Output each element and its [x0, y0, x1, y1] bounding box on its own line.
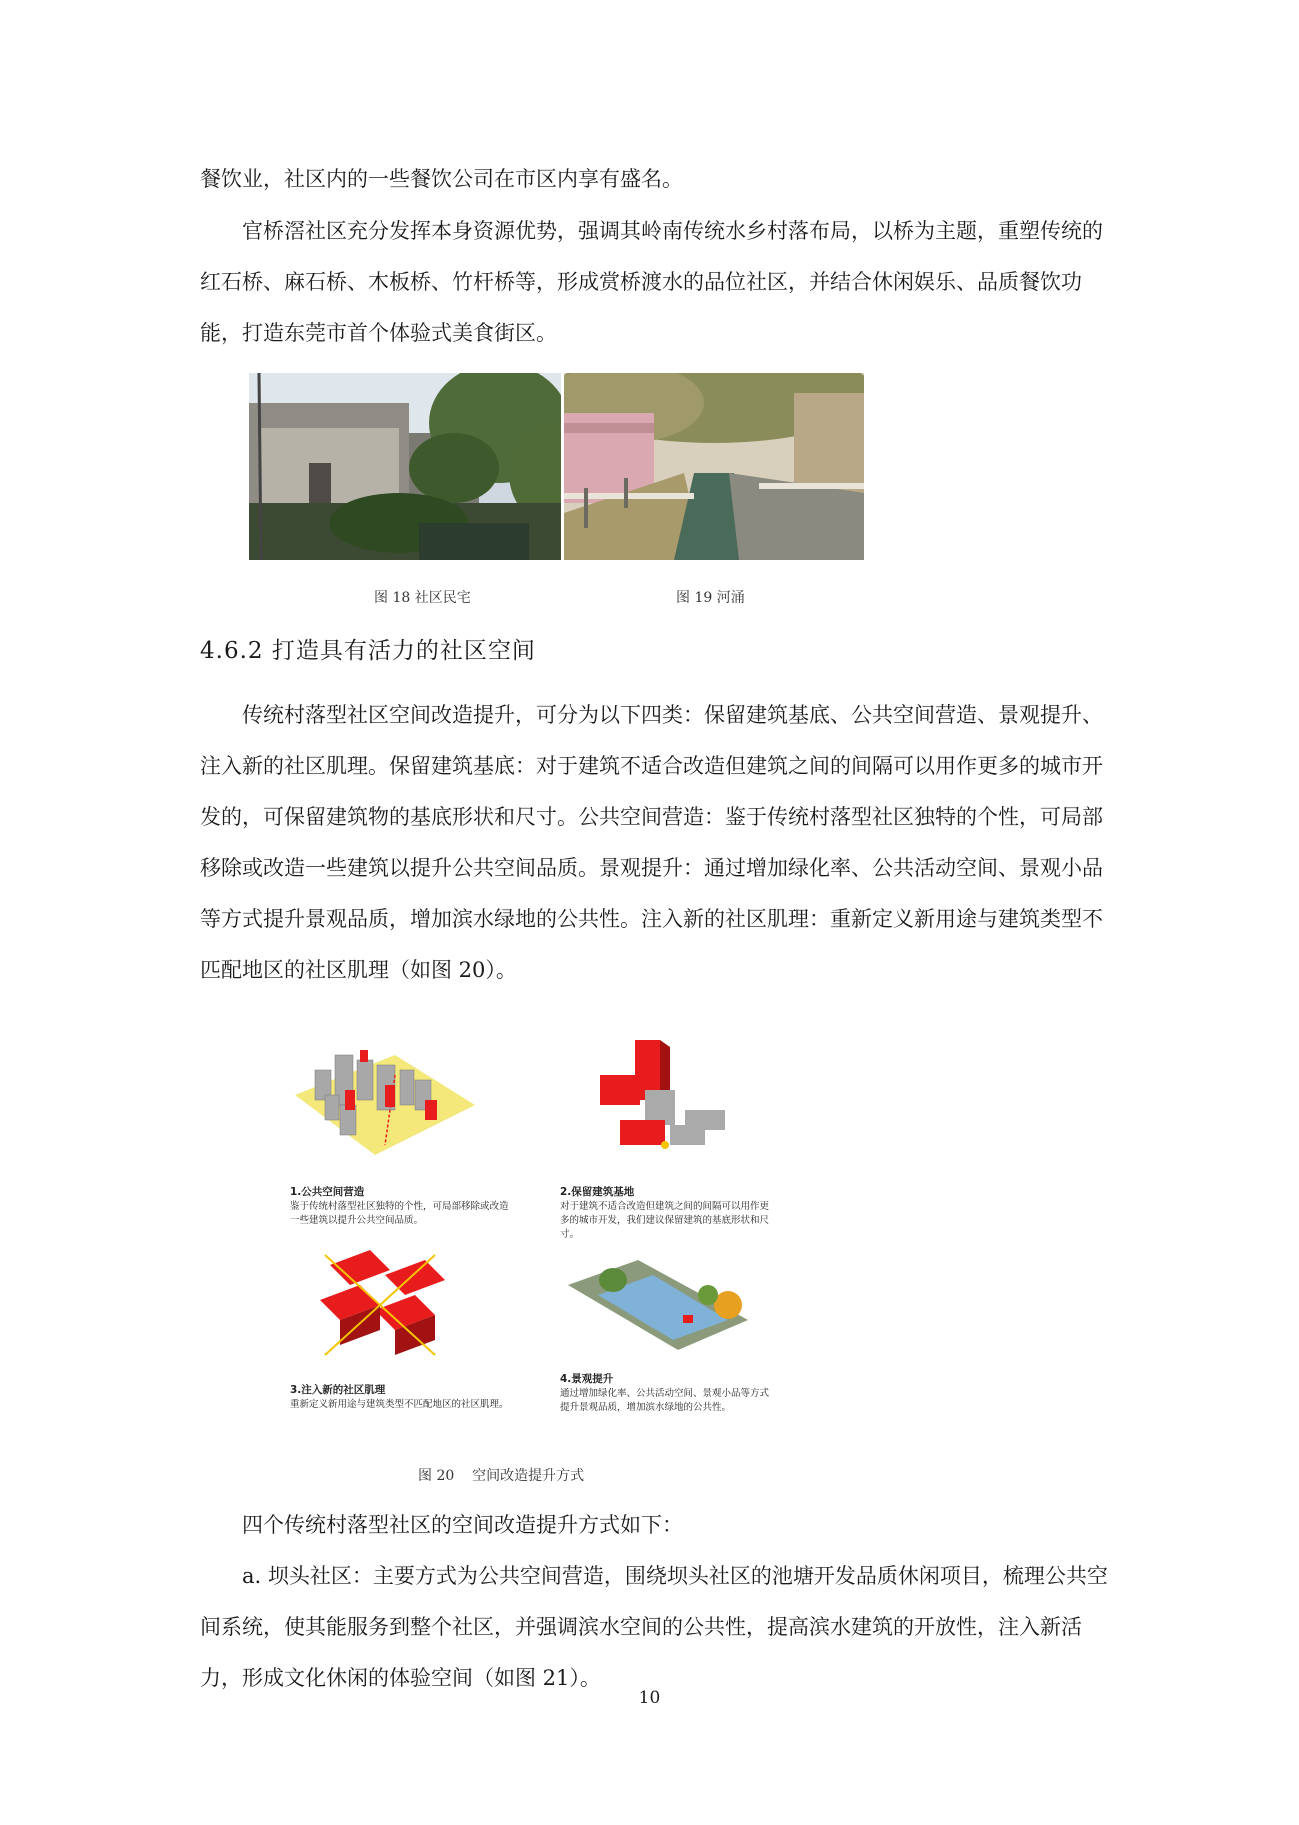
diagram-item-3-title: 3.注入新的社区肌理: [290, 1384, 386, 1396]
figure-18-caption: 图 18 社区民宅: [374, 590, 471, 606]
diagram-item-2: [560, 1185, 770, 1242]
section-heading: 4.6.2 打造具有活力的社区空间: [200, 638, 536, 664]
diagram-preserve-base: [585, 1035, 745, 1165]
paragraph-4: 四个传统村落型社区的空间改造提升方式如下：: [242, 1513, 683, 1537]
diagram-item-1-title: 1.公共空间营造: [290, 1186, 365, 1198]
diagram-item-3: [290, 1383, 530, 1412]
diagram-item-4: [560, 1372, 770, 1415]
diagram-item-3-desc: 重新定义新用途与建筑类型不匹配地区的社区肌理。: [290, 1399, 509, 1410]
paragraph-2: 官桥滘社区充分发挥本身资源优势，强调其岭南传统水乡村落布局，以桥为主题，重塑传统的红石桥、麻石桥、木板桥、竹杆桥等，形成赏桥渡水的品位社区，并结合休闲娱乐、品质餐饮功能，打造东莞市首个体验式美食街区。: [200, 219, 1103, 345]
figure-19-caption: 图 19 河涌: [676, 590, 745, 606]
figure-20-diagram: [270, 1035, 770, 1425]
diagram-item-2-desc: 对于建筑不适合改造但建筑之间的间隔可以用作更多的城市开发，我们建议保留建筑的基底形状和尺寸。: [560, 1201, 770, 1240]
diagram-item-1-desc: 鉴于传统村落型社区独特的个性，可局部移除或改造一些建筑以提升公共空间品质。: [290, 1201, 509, 1226]
figure-20-caption: 图 20 空间改造提升方式: [418, 1468, 585, 1484]
diagram-item-1: [290, 1185, 510, 1228]
paragraph-3: 传统村落型社区空间改造提升，可分为以下四类：保留建筑基底、公共空间营造、景观提升、注入新的社区肌理。保留建筑基底：对于建筑不适合改造但建筑之间的间隔可以用作更多的城市开发的，可保留建筑物的基底形状和尺寸。公共空间营造：鉴于传统村落型社区独特的个性，可局部移除或改造一些建筑以提升公共空间品质。景观提升：通过增加绿化率、公共活动空间、景观小品等方式提升景观品质，增加滨水绿地的公共性。注入新的社区肌理：重新定义新用途与建筑类型不匹配地区的社区肌理（如图 20）。: [200, 703, 1103, 982]
paragraph-5: a. 坝头社区：主要方式为公共空间营造，围绕坝头社区的池塘开发品质休闲项目，梳理公共空间系统，使其能服务到整个社区，并强调滨水空间的公共性，提高滨水建筑的开放性，注入新活力，形成文化休闲的体验空间（如图 21）。: [200, 1564, 1108, 1690]
diagram-item-4-desc: 通过增加绿化率、公共活动空间、景观小品等方式提升景观品质，增加滨水绿地的公共性。: [560, 1388, 770, 1413]
paragraph-1: 餐饮业，社区内的一些餐饮公司在市区内享有盛名。: [200, 167, 683, 191]
diagram-new-texture: [310, 1245, 450, 1365]
diagram-public-space: [285, 1035, 485, 1165]
photo-community-house: [249, 373, 561, 560]
photo-river-canal: [564, 373, 864, 560]
diagram-landscape: [558, 1235, 758, 1365]
diagram-item-4-title: 4.景观提升: [560, 1373, 614, 1385]
page-number: 10: [638, 1688, 661, 1708]
diagram-item-2-title: 2.保留建筑基地: [560, 1186, 635, 1198]
